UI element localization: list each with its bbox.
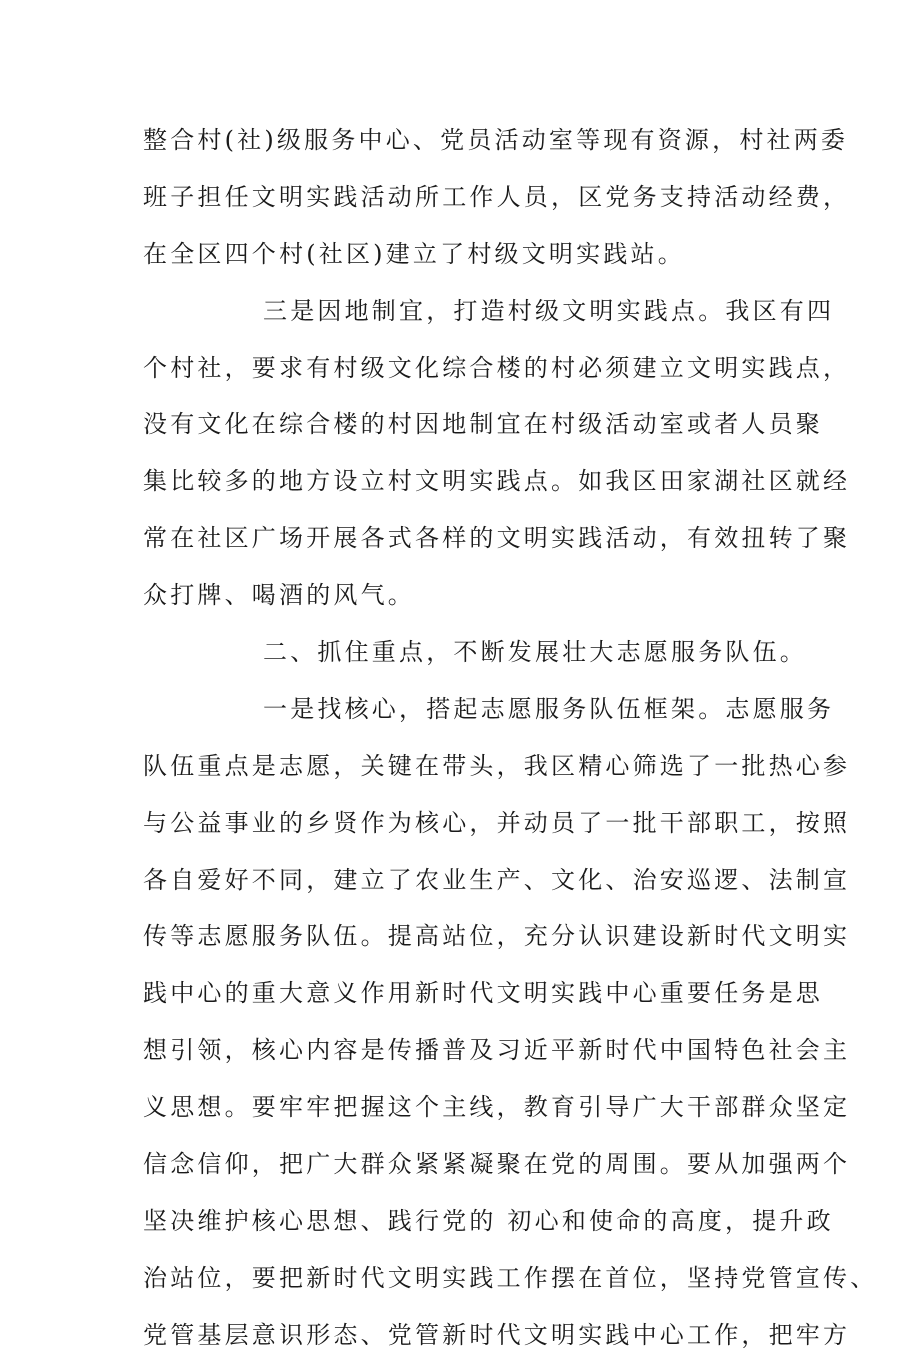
text-line: 整合村(社)级服务中心、党员活动室等现有资源，村社两委: [143, 126, 849, 154]
text-line: 与公益事业的乡贤作为核心，并动员了一批干部职工，按照: [143, 808, 851, 837]
text-line: 三是因地制宜，打造村级文明实践点。我区有四: [263, 296, 835, 325]
text-line: 信念信仰，把广大群众紧紧凝聚在党的周围。要从加强两个: [143, 1150, 851, 1179]
document-body: [143, 112, 878, 1364]
text-line: 一是找核心，搭起志愿服务队伍框架。志愿服务: [263, 694, 835, 723]
text-line: 众打牌、喝酒的风气。: [143, 581, 415, 610]
text-line: 传等志愿服务队伍。提高站位，充分认识建设新时代文明实: [143, 922, 851, 951]
text-line: 想引领，核心内容是传播普及习近平新时代中国特色社会主: [143, 1036, 851, 1065]
text-line: 集比较多的地方设立村文明实践点。如我区田家湖社区就经: [143, 467, 851, 496]
text-line: 没有文化在综合楼的村因地制宜在村级活动室或者人员聚: [143, 410, 823, 439]
text-line: 党管基层意识形态、党管新时代文明实践中心工作，把牢方: [143, 1320, 851, 1349]
text-line: 班子担任文明实践活动所工作人员，区党务支持活动经费，: [143, 182, 851, 211]
text-line: 坚决维护核心思想、践行党的 初心和使命的高度，提升政: [143, 1206, 834, 1235]
text-line: 二、抓住重点，不断发展壮大志愿服务队伍。: [263, 638, 807, 667]
text-line: 在全区四个村(社区)建立了村级文明实践站。: [143, 239, 685, 268]
text-line: 个村社，要求有村级文化综合楼的村必须建立文明实践点，: [143, 353, 851, 382]
text-line: 义思想。要牢牢把握这个主线，教育引导广大干部群众坚定: [143, 1093, 851, 1122]
text-line: 践中心的重大意义作用新时代文明实践中心重要任务是思: [143, 979, 823, 1008]
text-line: 各自爱好不同，建立了农业生产、文化、治安巡逻、法制宣: [143, 865, 851, 894]
text-line: 队伍重点是志愿，关键在带头，我区精心筛选了一批热心参: [143, 751, 851, 780]
text-line: 治站位，要把新时代文明实践工作摆在首位，坚持党管宣传、: [143, 1263, 878, 1292]
text-line: 常在社区广场开展各式各样的文明实践活动，有效扭转了聚: [143, 524, 851, 553]
